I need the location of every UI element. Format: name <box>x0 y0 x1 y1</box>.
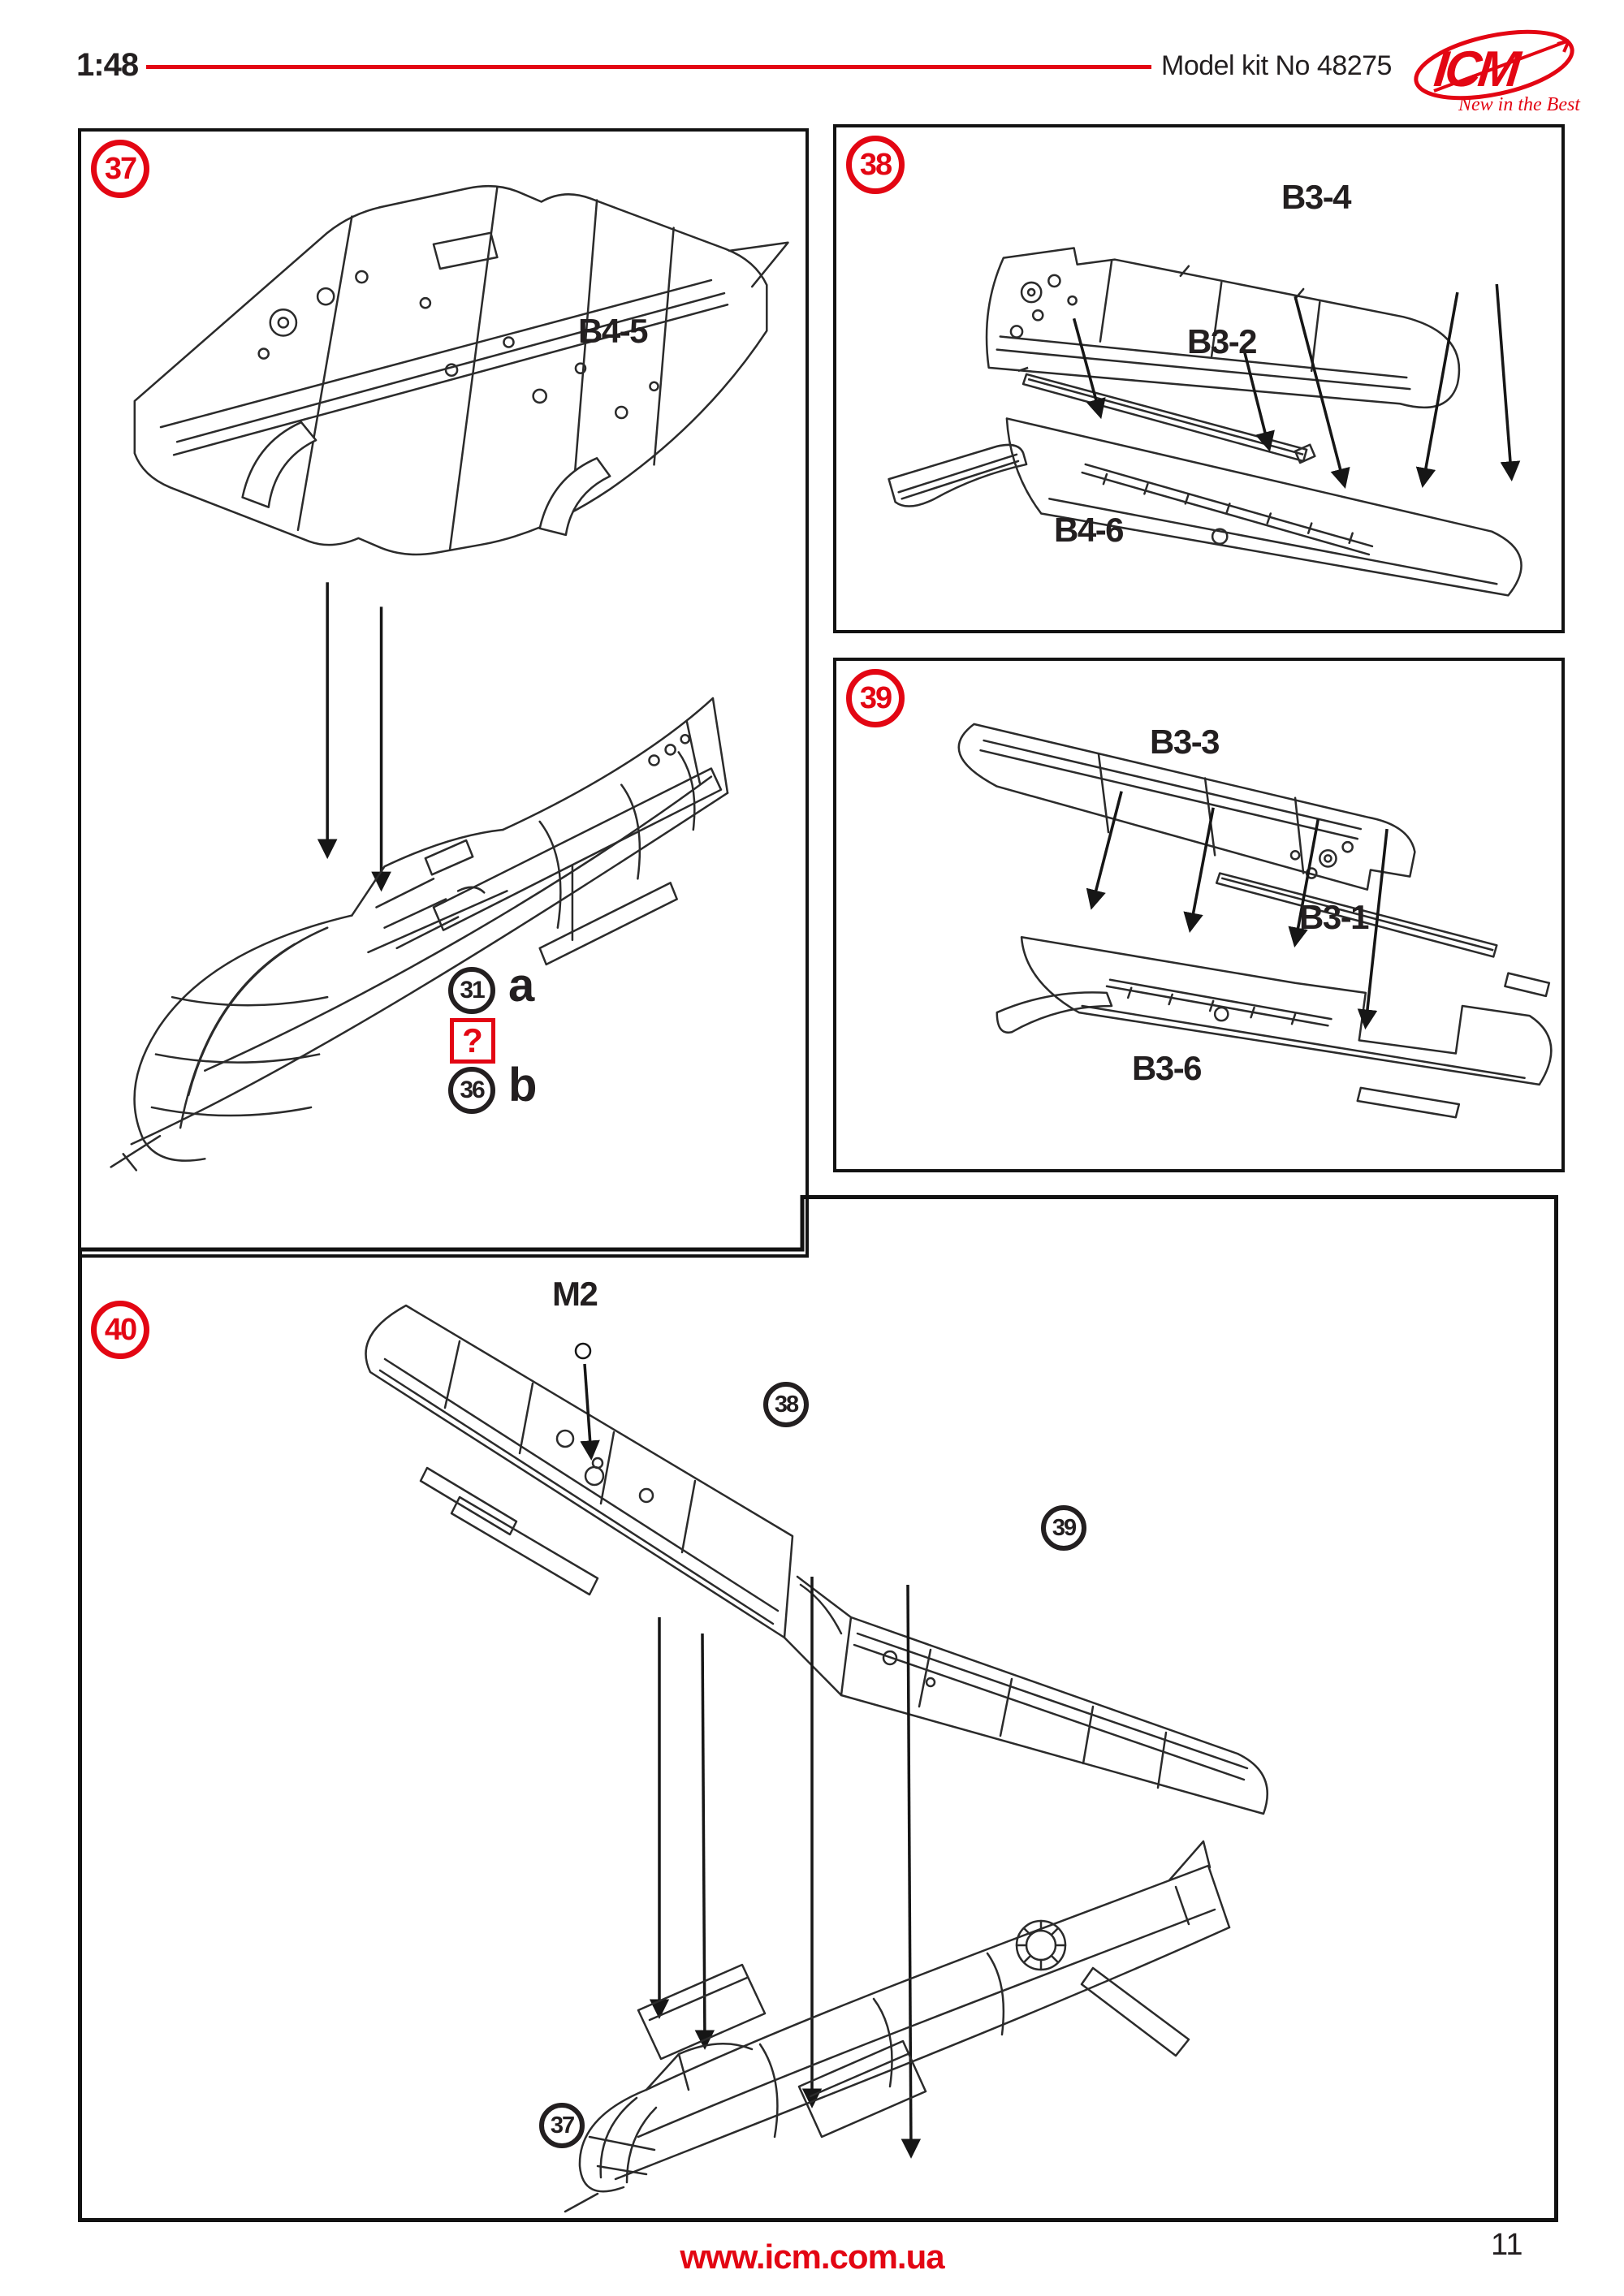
part-label-b3-3: B3-3 <box>1150 723 1220 761</box>
assembly-arrows <box>1074 284 1512 485</box>
part-label-b3-1: B3-1 <box>1299 898 1369 936</box>
part-label-b4-6: B4-6 <box>1054 511 1124 549</box>
step-box-38 <box>833 124 1565 633</box>
unknown-part-box <box>450 1018 495 1064</box>
step37-diagram <box>81 132 806 1254</box>
part-label-b3-2: B3-2 <box>1187 322 1257 360</box>
scale-label: 1:48 <box>76 47 139 83</box>
fuselage-drawing <box>111 698 728 1170</box>
strip-drawing <box>1018 368 1307 461</box>
ref-number: 37 <box>550 2112 574 2138</box>
ref-circle-39 <box>1041 1505 1086 1551</box>
header-rule <box>146 65 1151 69</box>
callout-number: 31 <box>460 977 484 1003</box>
step-badge-39 <box>846 669 905 727</box>
assembly-arrows <box>327 582 381 887</box>
step-number: 40 <box>104 1312 136 1347</box>
page-number: 11 <box>1491 2228 1523 2262</box>
step-badge-37 <box>91 140 149 198</box>
step-box-39 <box>833 658 1565 1172</box>
right-wing-assembly-drawing <box>784 1577 1268 1814</box>
step38-diagram <box>836 127 1561 630</box>
icm-logo-icon <box>1410 28 1585 115</box>
svg-text:New in the Best: New in the Best <box>1458 94 1580 115</box>
callout-circle-36 <box>448 1067 495 1114</box>
ref-number: 39 <box>1052 1514 1076 1541</box>
step40-diagram <box>78 1195 1558 2222</box>
callout-number: 36 <box>460 1077 484 1103</box>
callout-circle-31 <box>448 967 495 1014</box>
ref-circle-37 <box>539 2103 585 2148</box>
part-label-b3-4: B3-4 <box>1281 178 1351 216</box>
left-wing-assembly-drawing <box>366 1306 793 1638</box>
website-link[interactable]: www.icm.com.ua <box>680 2238 944 2276</box>
step-box-40 <box>78 1195 1558 2222</box>
callout-letter-b: b <box>508 1059 538 1111</box>
lower-skin-drawing <box>997 937 1552 1117</box>
ref-number: 38 <box>774 1391 798 1418</box>
step-number: 38 <box>859 147 892 182</box>
icm-logo <box>1410 28 1585 115</box>
ref-circle-38 <box>763 1382 809 1427</box>
step-box-37 <box>78 128 809 1258</box>
wing-center-section-drawing <box>135 186 788 555</box>
part-label-b3-6: B3-6 <box>1132 1049 1202 1087</box>
lower-skin-drawing <box>889 418 1522 595</box>
part-label-m2: M2 <box>552 1275 598 1313</box>
m2-arrow <box>576 1344 591 1457</box>
kit-number: Model kit No 48275 <box>1161 50 1392 81</box>
step-number: 39 <box>859 680 892 715</box>
callout-letter-a: a <box>508 959 535 1012</box>
step-badge-38 <box>846 136 905 194</box>
fuselage-assembly-drawing <box>565 1841 1229 2212</box>
step-number: 37 <box>104 151 136 186</box>
svg-text:ICM: ICM <box>1431 41 1520 97</box>
step-badge-40 <box>91 1301 149 1359</box>
question-mark: ? <box>462 1021 483 1060</box>
part-label-b4-5: B4-5 <box>578 312 648 350</box>
step40-border <box>80 1198 1557 2220</box>
